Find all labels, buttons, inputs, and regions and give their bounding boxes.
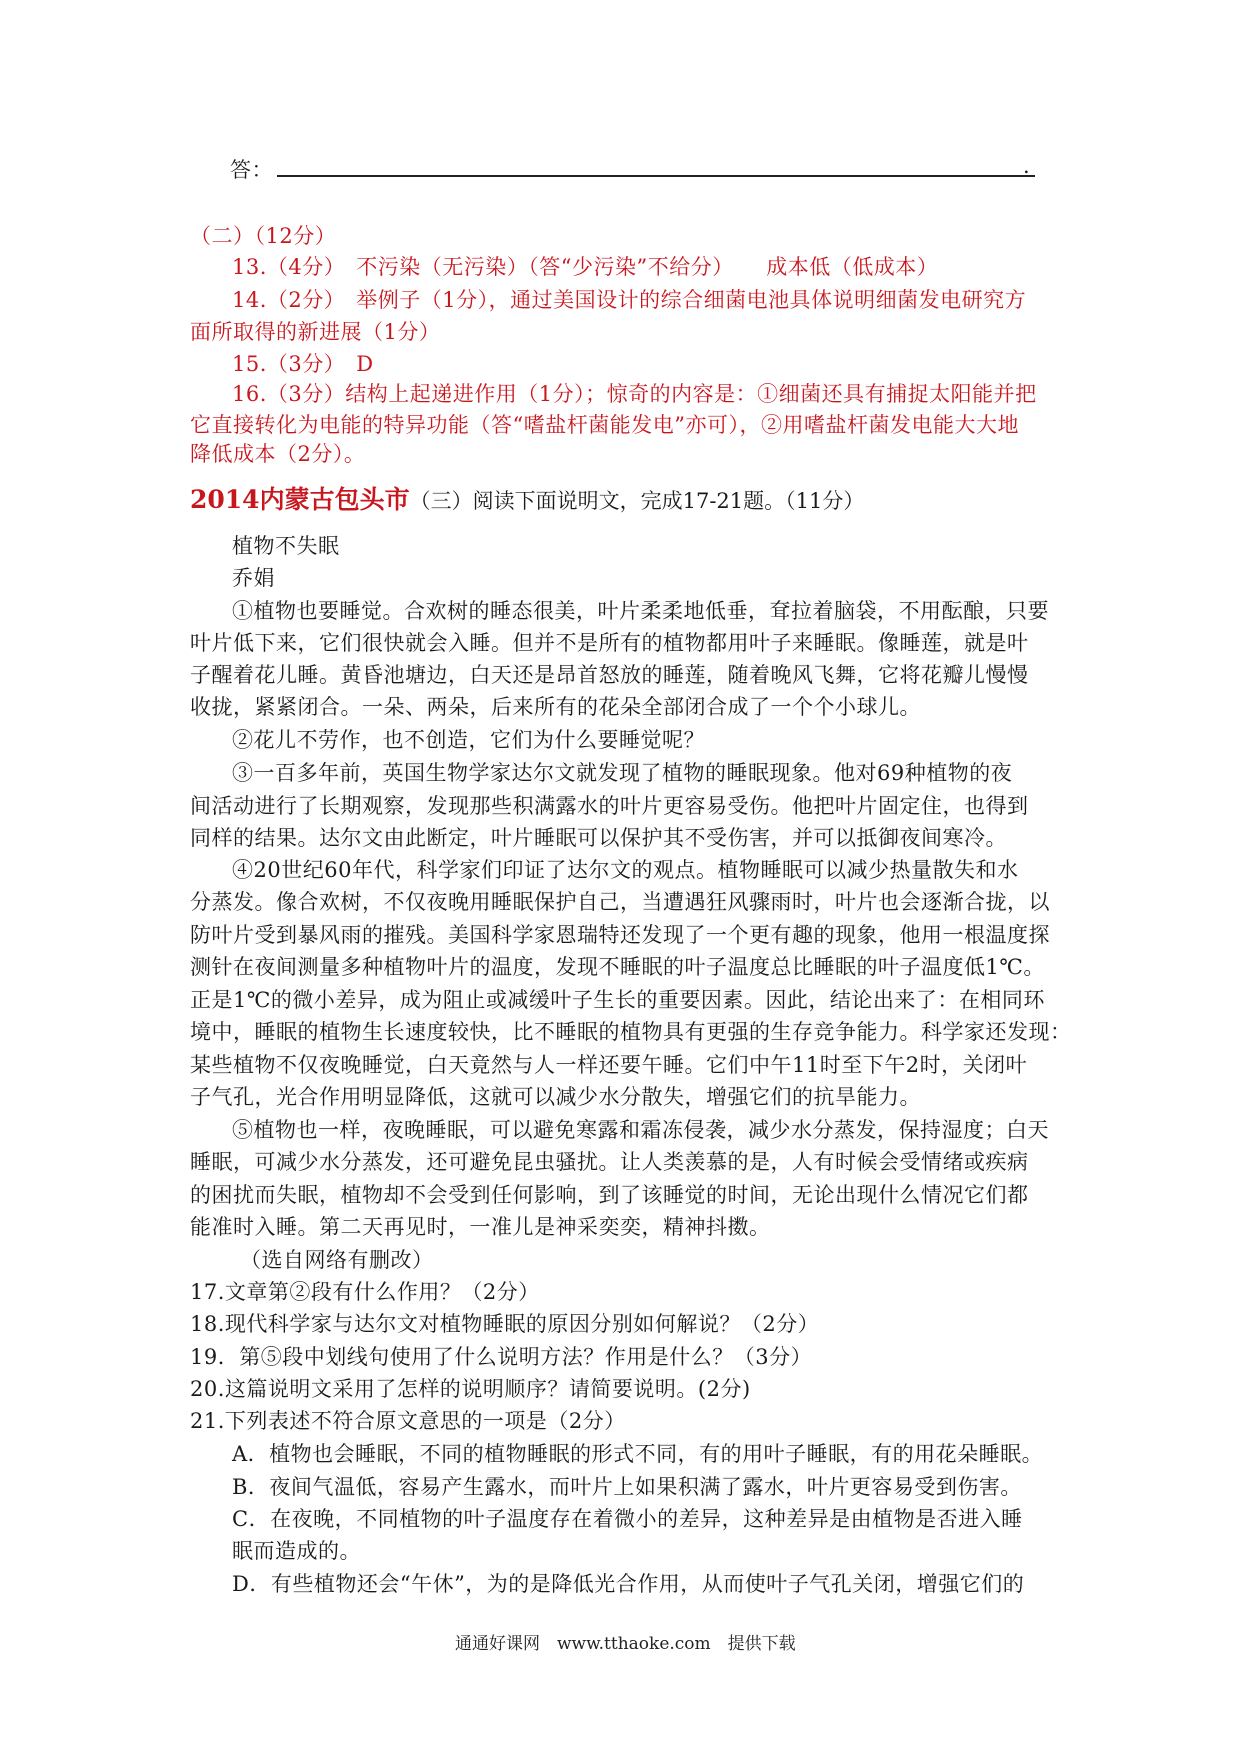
article-line: 子醒着花儿睡。黄昏池塘边，白天还是昂首怒放的睡莲，随着晚风飞舞，它将花瓣儿慢慢 bbox=[190, 663, 1029, 687]
heading-instruction: （三）阅读下面说明文，完成17-21题。（11分） bbox=[409, 489, 865, 513]
option-d: D．有些植物还会“午休”，为的是降低光合作用，从而使叶子气孔关闭，增强它们的 bbox=[232, 1572, 1025, 1596]
article-line: 能准时入睡。第二天再见时，一准儿是神采奕奕，精神抖擞。 bbox=[190, 1215, 771, 1239]
article-line: 睡眠，可减少水分蒸发，还可避免昆虫骚扰。让人类羡慕的是，人有时候会受情绪或疾病 bbox=[190, 1150, 1029, 1174]
answer-15: 15.（3分） D bbox=[232, 352, 374, 376]
article-line: 分蒸发。像合欢树，不仅夜晚用睡眠保护自己，当遭遇狂风骤雨时，叶片也会逐渐合拢，以 bbox=[190, 890, 1050, 914]
article-line: ③一百多年前，英国生物学家达尔文就发现了植物的睡眠现象。他对69种植物的夜 bbox=[232, 761, 1013, 785]
article-source: （选自网络有删改） bbox=[240, 1248, 434, 1272]
article-line: ①植物也要睡觉。合欢树的睡态很美，叶片柔柔地低垂，耷拉着脑袋，不用酝酿，只要 bbox=[232, 599, 1049, 623]
answer-14-line-1: 14.（2分） 举例子（1分），通过美国设计的综合细菌电池具体说明细菌发电研究方 bbox=[232, 288, 1027, 312]
option-a: A．植物也会睡眠，不同的植物睡眠的形式不同，有的用叶子睡眠，有的用花朵睡眠。 bbox=[232, 1442, 1044, 1466]
answer-prefix: 答： bbox=[230, 158, 273, 182]
answer-14-line-2: 面所取得的新进展（1分） bbox=[190, 320, 441, 344]
question-21: 21.下列表述不符合原文意思的一项是（2分） bbox=[190, 1409, 626, 1433]
option-c-line-2: 眠而造成的。 bbox=[232, 1539, 361, 1563]
answer-end-dot: . bbox=[1023, 154, 1031, 178]
answer-16-line-3: 降低成本（2分）。 bbox=[190, 442, 366, 466]
article-line: 间活动进行了长期观察，发现那些积满露水的叶片更容易受伤。他把叶片固定住，也得到 bbox=[190, 794, 1029, 818]
article-line: ⑤植物也一样，夜晚睡眠，可以避免寒露和霜冻侵袭，减少水分蒸发，保持湿度；白天 bbox=[232, 1118, 1049, 1142]
article-line: 子气孔，光合作用明显降低，这就可以减少水分散失，增强它们的抗旱能力。 bbox=[190, 1085, 921, 1109]
article-author: 乔娟 bbox=[232, 566, 275, 590]
question-19: 19．第⑤段中划线句使用了什么说明方法？作用是什么？（3分） bbox=[190, 1345, 813, 1369]
option-c-line-1: C．在夜晚，不同植物的叶子温度存在着微小的差异，这种差异是由植物是否进入睡 bbox=[232, 1507, 1023, 1531]
article-line: 的困扰而失眠，植物却不会受到任何影响，到了该睡觉的时间，无论出现什么情况它们都 bbox=[190, 1183, 1029, 1207]
answer-16-line-1: 16.（3分）结构上起递进作用（1分）；惊奇的内容是：①细菌还具有捕捉太阳能并把 bbox=[232, 382, 1037, 406]
article-line: ④20世纪60年代，科学家们印证了达尔文的观点。植物睡眠可以减少热量散失和水 bbox=[232, 858, 1019, 882]
question-20: 20.这篇说明文采用了怎样的说明顺序？请简要说明。(2分) bbox=[190, 1377, 751, 1401]
article-line: 正是1℃的微小差异，成为阻止或减缓叶子生长的重要因素。因此，结论出来了：在相同环 bbox=[190, 988, 1045, 1012]
article-line: 同样的结果。达尔文由此断定，叶片睡眠可以保护其不受伤害，并可以抵御夜间寒冷。 bbox=[190, 826, 1007, 850]
answer-underline bbox=[277, 175, 1035, 177]
article-line: 防叶片受到暴风雨的摧残。美国科学家恩瑞特还发现了一个更有趣的现象，他用一根温度探 bbox=[190, 923, 1050, 947]
heading-city: 2014内蒙古包头市 bbox=[190, 485, 410, 514]
answer-16-line-2: 它直接转化为电能的特异功能（答“嗜盐杆菌能发电”亦可），②用嗜盐杆菌发电能大大地 bbox=[190, 413, 1019, 437]
article-line: 叶片低下来，它们很快就会入睡。但并不是所有的植物都用叶子来睡眠。像睡莲，就是叶 bbox=[190, 631, 1029, 655]
page-footer: 通通好课网 www.tthaoke.com 提供下载 bbox=[455, 1634, 796, 1654]
section-3-heading bbox=[190, 480, 864, 516]
question-17: 17.文章第②段有什么作用？（2分） bbox=[190, 1280, 540, 1304]
answer-13: 13.（4分） 不污染（无污染）（答“少污染”不给分） 成本低（低成本） bbox=[232, 255, 939, 279]
article-line: 收拢，紧紧闭合。一朵、两朵，后来所有的花朵全部闭合成了一个个小球儿。 bbox=[190, 695, 921, 719]
article-title: 植物不失眠 bbox=[232, 534, 340, 558]
article-line: 测针在夜间测量多种植物叶片的温度，发现不睡眠的叶子温度总比睡眠的叶子温度低1℃。 bbox=[190, 955, 1045, 979]
article-line: ②花儿不劳作，也不创造，它们为什么要睡觉呢？ bbox=[232, 728, 705, 752]
article-line: 境中，睡眠的植物生长速度较快，比不睡眠的植物具有更强的生存竞争能力。科学家还发现： bbox=[190, 1020, 1072, 1044]
option-b: B．夜间气温低，容易产生露水，而叶片上如果积满了露水，叶片更容易受到伤害。 bbox=[232, 1475, 1022, 1499]
article-line: 某些植物不仅夜晚睡觉，白天竟然与人一样还要午睡。它们中午11时至下午2时，关闭叶 bbox=[190, 1053, 1028, 1077]
section-2-header: （二）（12分） bbox=[190, 224, 337, 248]
question-18: 18.现代科学家与达尔文对植物睡眠的原因分别如何解说？（2分） bbox=[190, 1312, 820, 1336]
